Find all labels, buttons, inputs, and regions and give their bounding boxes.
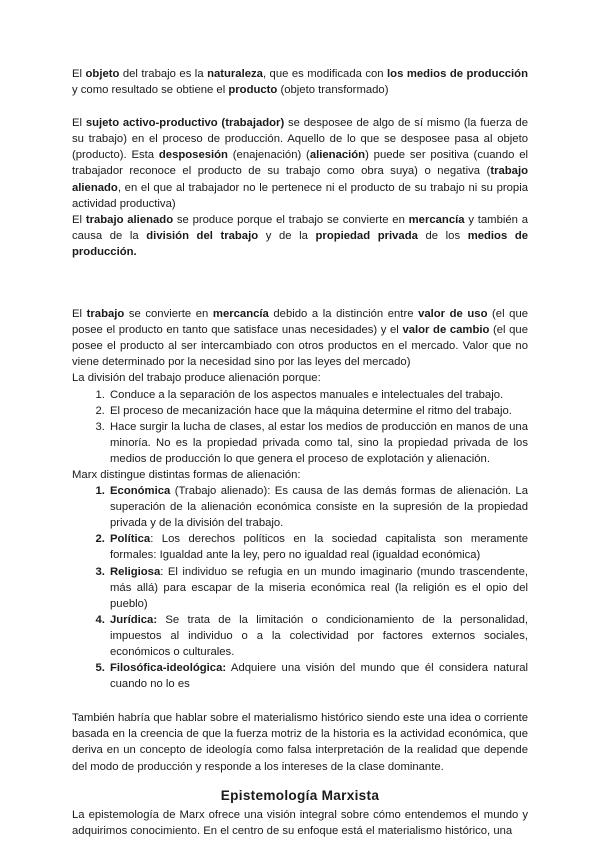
bold-term: trabajo alienado (85, 213, 174, 226)
text-run: (Trabajo alienado): Es causa de las demás formas de alienación. La superación de la alienación económica consiste en la supresión de la propiedad privada y de la división del trabajo. (110, 485, 528, 530)
bold-term: Económica (110, 485, 171, 498)
division-intro: La división del trabajo produce alienación porque: (72, 372, 321, 385)
text-run: (el que posee el producto al ser intercambiado con otros productos en el mercado. Valor que no viene determinado por la necesidad sino por las leyes del mercado) (72, 324, 529, 369)
text-run: Se trata de la limitación o condicionamiento de la personalidad, impuestos al individuo o a la colectividad por factores externos sociales, económicos o culturales. (110, 613, 528, 658)
paragraph-trabajo-alienado (72, 212, 528, 260)
text-run: : El individuo se refugia en un mundo imaginario (mundo trascendente, más allá) para escapar de la miseria económica real (la religión es el opio del pueblo) (110, 565, 528, 610)
text-run: El (72, 117, 86, 130)
bold-term: alienación (309, 149, 366, 162)
text-run: de los (417, 229, 468, 242)
text-run: Adquiere una visión del mundo que él considera natural cuando no lo es (110, 662, 528, 691)
text-run: se produce porque el trabajo se convierte en (173, 213, 409, 226)
bold-term: Religiosa (110, 565, 161, 578)
paragraph-mercancia (72, 306, 528, 370)
bold-term: Filosófica-ideológica: (110, 662, 227, 675)
text-run: : Los derechos políticos en la sociedad capitalista son meramente formales: Igualdad ante la ley, pero no igualdad real (igualdad económica) (110, 533, 528, 562)
bold-term: objeto (85, 68, 120, 80)
text-run: se convierte en (124, 308, 213, 321)
bold-term: Política (110, 533, 151, 546)
bold-term: división del trabajo (146, 229, 259, 242)
section-title: Epistemología Marxista (220, 787, 380, 803)
bold-term: valor de cambio (402, 324, 490, 337)
paragraph-materialismo: También habría que hablar sobre el materialismo histórico siendo este una idea o corriente basada en la creencia de que la fuerza motriz de la historia es la actividad económica, que deriva en un concepto de ideología como falsa interpretación de la realidad que depende del modo de producción y responde a los intereses de la clase dominante. (72, 712, 528, 773)
text-run: (enajenación) ( (227, 149, 310, 162)
bold-term: los medios de producción (387, 68, 528, 80)
text-run: y como resultado se obtiene el (72, 84, 229, 97)
text-run: El (72, 308, 87, 321)
text-run: y también a causa de la (72, 213, 528, 242)
list-item: 2. El proceso de mecanización hace que la máquina determine el ritmo del trabajo. (108, 403, 528, 419)
text-run: El (72, 213, 86, 226)
bold-term: Jurídica: (110, 613, 158, 626)
formas-intro: Marx distingue distintas formas de alienación: (72, 468, 301, 481)
list-item (108, 531, 528, 563)
bold-term: producto (228, 84, 278, 97)
list-item (108, 483, 528, 531)
bold-term: sujeto activo-productivo (trabajador) (85, 117, 285, 130)
text-run: , que es modificada con (262, 68, 388, 80)
paragraph-sujeto (72, 115, 528, 212)
bold-term: naturaleza (207, 68, 263, 80)
bold-term: trabajo (86, 308, 125, 321)
text-run: debido a la distinción entre (268, 308, 419, 321)
text-run: se desposee de algo de sí mismo (la fuerza de su trabajo) en el proceso de producción. Aquello de lo que se desposee pasa al objeto (producto). Esta (72, 117, 528, 162)
bold-term: desposesión (158, 149, 228, 162)
division-list (72, 387, 528, 467)
text-run: El (72, 68, 86, 80)
text-run: (el que posee el producto en tanto que satisface unas necesidades) y el (72, 308, 529, 337)
list-item: 3. Hace surgir la lucha de clases, al estar los medios de producción en manos de una minoría. No es la propiedad privada como tal, sino la propiedad privada de los medios de producción lo que genera el proceso de explotación y alienación. (108, 419, 528, 467)
paragraph-epistemologia: La epistemología de Marx ofrece una visión integral sobre cómo entendemos el mundo y adquirimos conocimiento. En el centro de su enfoque está el materialismo histórico, una (72, 808, 528, 837)
bold-term: valor de uso (418, 308, 488, 321)
list-item (108, 612, 528, 660)
bold-term: medios de producción. (72, 229, 529, 258)
text-run: (objeto transformado) (277, 84, 389, 97)
bold-term: mercancía (408, 213, 465, 226)
text-run: ) puede ser positiva (cuando el trabajador reconoce el producto de su trabajo como obra suya) o negativa ( (72, 149, 528, 178)
list-item (108, 660, 528, 692)
bold-term: mercancía (212, 308, 269, 321)
bold-term: propiedad privada (315, 229, 418, 242)
paragraph-objeto (72, 66, 528, 98)
text-run: del trabajo es la (119, 68, 208, 80)
text-run: y de la (258, 229, 316, 242)
list-item: 1. Conduce a la separación de los aspectos manuales e intelectuales del trabajo. (108, 387, 528, 403)
formas-list (72, 483, 528, 692)
list-item (108, 564, 528, 612)
text-run: , en el que al trabajador no le pertenece ni el producto de su trabajo ni su propia actividad productiva) (72, 181, 528, 210)
bold-term: trabajo alienado (72, 165, 528, 194)
